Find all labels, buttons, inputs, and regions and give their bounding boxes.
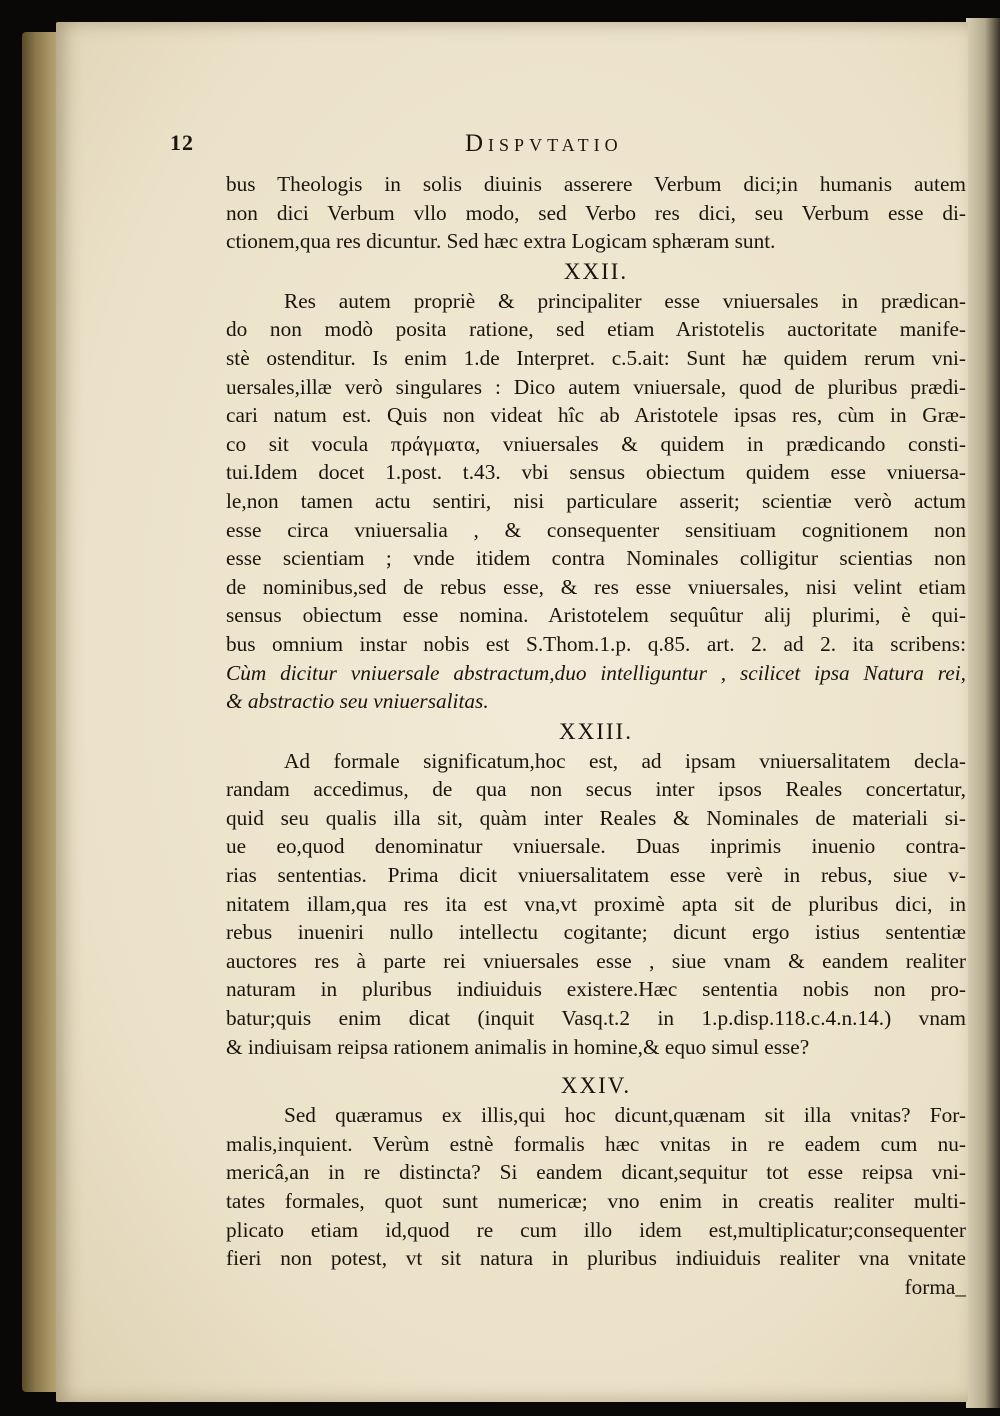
text-line: forma_ — [904, 1274, 966, 1299]
text-line: randam accedimus, de qua non secus inter ipsos Reales concertatur, — [226, 777, 966, 802]
text-line: batur;quis enim dicat (inquit Vasq.t.2 in 1.p.disp.118.c.4.n.14.) vnam — [226, 1006, 966, 1031]
text-line: & indiuisam reipsa rationem animalis in homine,& equo simul esse? — [226, 1034, 810, 1059]
text-line: malis,inquient. Verùm estnè formalis hæc vnitas in re eadem cum nu- — [226, 1131, 966, 1156]
text-line: fieri non potest, vt sit natura in pluribus indiuiduis realiter vna vnitate — [226, 1246, 966, 1271]
text-line: & abstractio seu vniuersalitas. — [226, 689, 489, 714]
text-line: tates formales, quot sunt numericæ; vno enim in creatis realiter multi- — [226, 1189, 966, 1213]
text-line: do non modò posita ratione, sed etiam Aristotelis auctoritate manife- — [226, 317, 966, 342]
text-line: ue eo,quod denominatur vniuersale. Duas inprimis inuenio contra- — [226, 834, 966, 859]
text-line: ctionem,qua res dicuntur. Sed hæc extra Logicam sphæram sunt. — [226, 229, 776, 254]
section-heading: XXIII. — [559, 718, 633, 744]
text-line: cari natum est. Quis non videat hîc ab Aristotele ipsas res, cùm in Græ- — [226, 403, 966, 428]
text-line: rias sententias. Prima dicit vniuersalitatem esse verè in rebus, siue v- — [226, 863, 966, 888]
text-line: bus Theologis in solis diuinis asserere Verbum dici;in humanis autem — [226, 172, 966, 196]
section-heading: XXIV. — [560, 1073, 632, 1099]
page-number: 12 — [170, 130, 194, 155]
text-line: sensus obiectum esse nomina. Aristotelem sequûtur alij plurimi, è qui- — [226, 603, 966, 628]
text-line: esse circa vniuersalia , & consequenter sensitiuam cognitionem non — [226, 517, 966, 542]
main-text — [226, 170, 966, 1301]
running-head — [170, 130, 960, 162]
text-line: non dici Verbum vllo modo, sed Verbo res dici, seu Verbum esse di- — [226, 200, 966, 225]
page-stack-edge — [966, 18, 1000, 1408]
text-line: Sed quæramus ex illis,qui hoc dicunt,quænam sit illa vnitas? For- — [284, 1103, 966, 1128]
text-line: bus omnium instar nobis est S.Thom.1.p. q.85. art. 2. ad 2. ita scribens: — [226, 631, 966, 656]
text-line: de nominibus,sed de rebus esse, & res esse vniuersales, nisi velint etiam — [226, 574, 966, 599]
text-line: tui.Idem docet 1.post. t.43. vbi sensus obiectum quidem esse vniuersa- — [226, 460, 966, 485]
text-line: mericâ,an in re distincta? Si eandem dicant,sequitur tot esse reipsa vni- — [226, 1160, 966, 1185]
section-heading: XXII. — [563, 258, 629, 284]
text-line: naturam in pluribus indiuiduis existere.Hæc sententia nobis non pro- — [226, 977, 966, 1002]
text-line: nitatem illam,qua res ita est vna,vt proximè apta sit de pluribus dici, in — [226, 891, 966, 916]
text-line: co sit vocula πράγματα, vniuersales & quidem in prædicando consti- — [226, 431, 966, 456]
text-line: esse scientiam ; vnde itidem contra Nominales colligitur scientias non — [226, 546, 966, 571]
text-line: auctores res à parte rei vniuersales esse , siue vnam & eandem realiter — [226, 948, 966, 973]
running-title: Dispvtatio — [465, 130, 623, 157]
text-line: Res autem propriè & principaliter esse vniuersales in prædican- — [284, 288, 966, 313]
text-line: Ad formale significatum,hoc est, ad ipsam vniuersalitatem decla- — [284, 748, 966, 773]
text-line: uersales,illæ verò singulares : Dico autem vniuersale, quod de pluribus prædi- — [226, 374, 966, 399]
text-line: Cùm dicitur vniuersale abstractum,duo intelliguntur , scilicet ipsa Natura rei, — [226, 660, 966, 685]
text-line: stè ostenditur. Is enim 1.de Interpret. c.5.ait: Sunt hæ quidem rerum vni- — [226, 345, 966, 370]
text-line: le,non tamen actu sentiri, nisi particulare asserit; scientiæ verò actum — [226, 488, 966, 513]
text-line: quid seu qualis illa sit, quàm inter Reales & Nominales de materiali si- — [226, 805, 966, 830]
text-line: rebus inueniri nullo intellectu cogitante; dicunt ergo istius sententiæ — [226, 920, 966, 945]
text-line: plicato etiam id,quod re cum illo idem est,multiplicatur;consequenter — [226, 1217, 966, 1242]
book-spine-edge — [22, 32, 58, 1392]
